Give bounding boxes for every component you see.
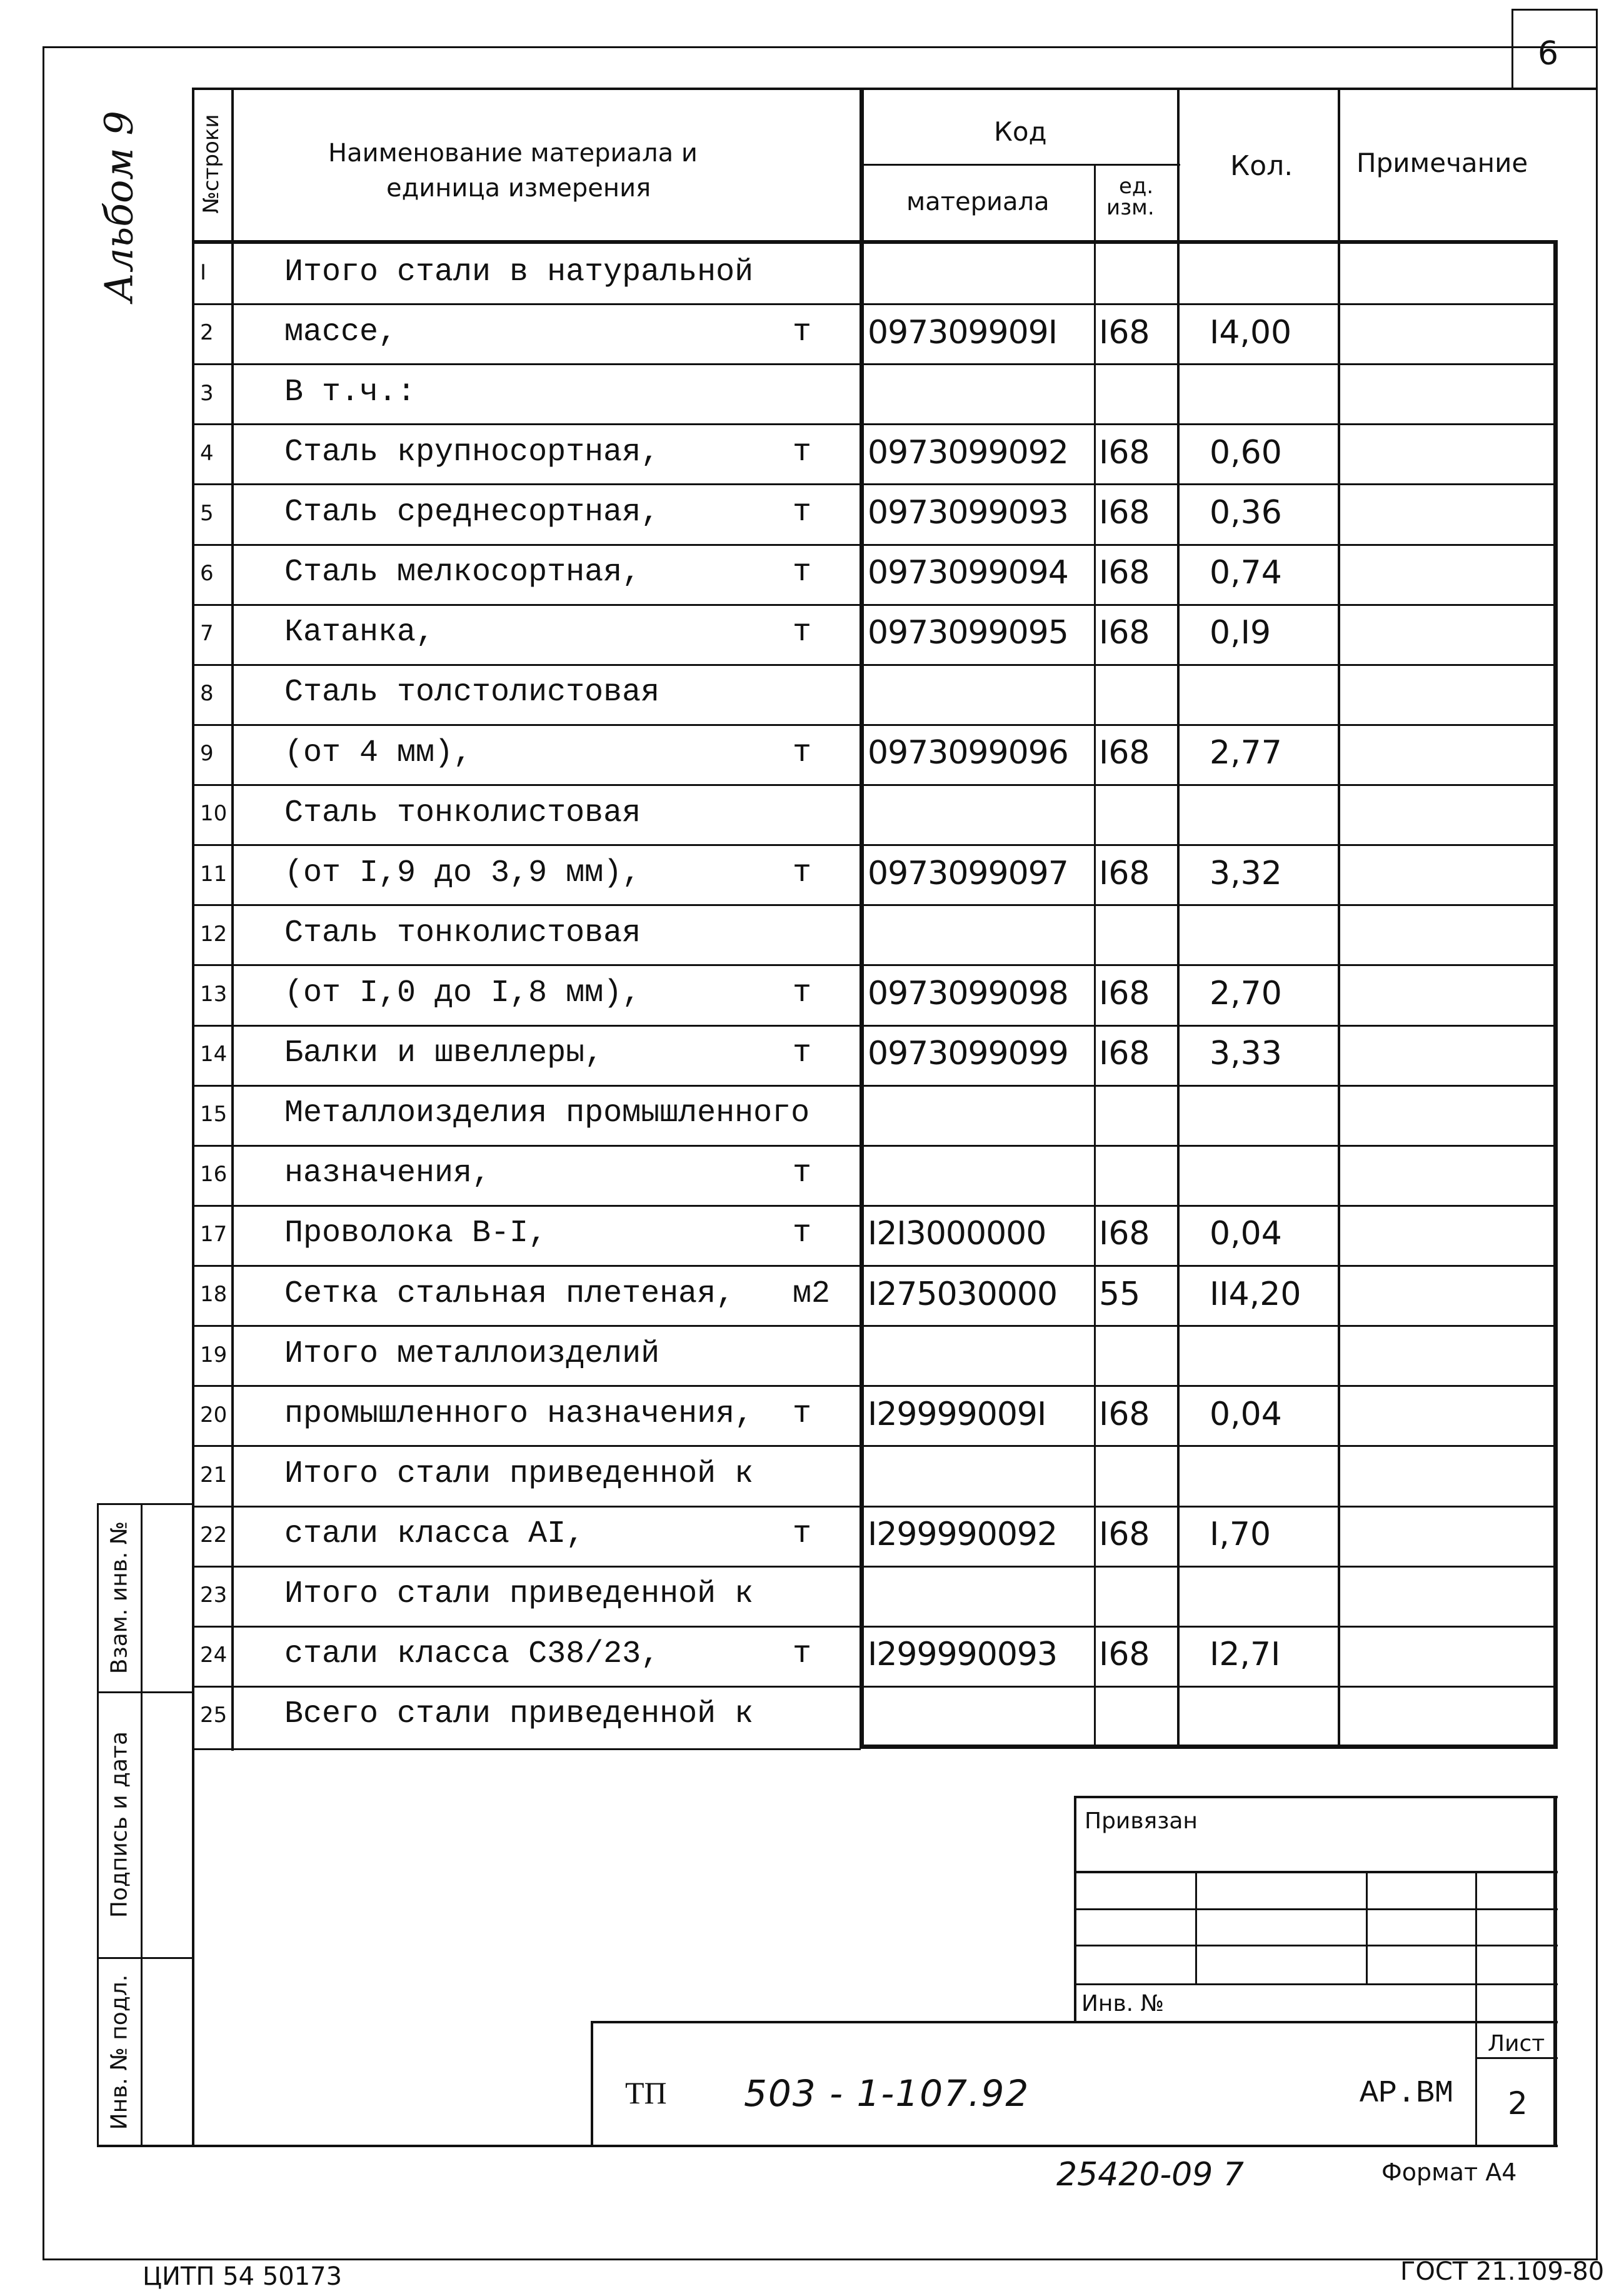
stamp-grid-v3 [1475,1871,1477,2146]
side-strip-left [97,1503,99,2147]
row-name: (от I,9 до 3,9 мм), [284,855,641,891]
row-name-unit: т [793,1396,812,1432]
row-unit: I68 [1099,1215,1150,1253]
row-number: 20 [200,1402,228,1427]
row-divider [192,1085,1558,1087]
header-qty: Кол. [1230,150,1293,182]
row-name-unit: т [793,735,812,771]
row-name: стали класса С38/23, [284,1636,660,1673]
row-number: 21 [200,1462,228,1488]
stamp-grid-v1 [1195,1871,1197,1985]
row-qty: 0,60 [1210,433,1282,471]
row-name-unit: т [793,1035,812,1072]
row-divider [192,1325,1558,1327]
row-divider [192,1566,1558,1568]
row-divider [192,844,1558,846]
row-unit: I68 [1099,1636,1150,1674]
row-qty: 0,74 [1210,554,1282,592]
sheet-box-left [1511,9,1513,89]
row-number: 17 [200,1222,228,1247]
row-name: Сталь крупносортная, [284,434,660,470]
row-name: Катанка, [284,615,435,651]
row-number: 8 [200,681,214,707]
album-label: Альбом 9 [96,111,142,302]
side-strip-top [97,1503,192,1505]
header-code-material: материала [906,188,1050,216]
row-code: 0973099094 [868,554,1068,592]
row-number: 12 [200,921,228,947]
row-qty: 0,04 [1210,1215,1282,1253]
sheet-number-top: 6 [1538,35,1559,73]
vline-qty-left [1177,88,1180,1748]
row-name: назначения, [284,1156,491,1192]
row-number: 15 [200,1102,228,1127]
row-code: I275030000 [868,1275,1058,1313]
row-unit: I68 [1099,1035,1150,1073]
row-name: Итого стали в натуральной [284,254,754,290]
row-name: стали класса AI, [284,1516,585,1553]
row-divider [192,1385,1558,1387]
row-code: I299990093 [868,1636,1058,1674]
row-name: (от I,0 до I,8 мм), [284,975,641,1011]
row-code: 0973099097 [868,854,1068,892]
stamp-privyazan-right [1553,1796,1557,2146]
row-name-unit: т [793,555,812,591]
header-note: Примечание [1356,148,1528,178]
row-divider [192,544,1558,546]
row-name-unit: т [793,434,812,470]
row-number: 14 [200,1041,228,1067]
row-name-unit: т [793,1156,812,1192]
vline-rowno-left [192,88,194,2147]
vline-unit-left [1094,164,1096,1748]
row-divider [192,1445,1558,1447]
row-code: 0973099096 [868,734,1068,772]
row-qty: 3,32 [1210,854,1282,892]
vline-note-left [1338,88,1340,1748]
row-divider [192,1025,1558,1027]
row-name: Металлоизделия промышленного [284,1095,810,1132]
side-strip-bottom [97,2145,1558,2147]
row-qty: 2,70 [1210,974,1282,1012]
stamp-grid-h3 [1074,1945,1558,1946]
row-unit: I68 [1099,734,1150,772]
row-name: Сетка стальная плетеная, [284,1276,735,1312]
row-divider [192,724,1558,726]
row-name: Итого стали приведенной к [284,1576,754,1613]
header-top-line [192,88,1598,90]
row-divider [192,1145,1558,1147]
row-name: В т.ч.: [284,374,416,410]
row-divider [192,664,1558,666]
row-unit: I68 [1099,614,1150,652]
row-number: 4 [200,440,214,466]
row-number: 23 [200,1583,228,1608]
row-number: 22 [200,1522,228,1548]
row-number: 18 [200,1282,228,1307]
row-qty: II4,20 [1210,1275,1301,1313]
row-qty: I2,7I [1210,1636,1281,1674]
row-unit: 55 [1099,1275,1141,1313]
header-bottom-line [192,240,1558,244]
row-number: 9 [200,741,214,767]
row-number: 13 [200,981,228,1007]
stamp-main-left [591,2021,593,2146]
row-divider [192,964,1558,966]
row-name: Итого металлоизделий [284,1336,660,1372]
row-name-unit: т [793,1636,812,1673]
vline-note-right-thick [1553,240,1558,1748]
bottom-right-gost: ГОСТ 21.109-80 [1400,2257,1605,2286]
row-number: 25 [200,1703,228,1728]
row-code: I299990092 [868,1515,1058,1553]
side-label-vzam: Взам. инв. № [106,1521,133,1674]
row-qty: 0,36 [1210,493,1282,531]
sheet-box-right [1596,9,1598,89]
row-divider [192,1506,1558,1508]
row-divider [192,303,1558,305]
side-strip-div2 [97,1957,192,1959]
row-number: 6 [200,560,214,586]
row-unit: I68 [1099,433,1150,471]
row-name: Сталь среднесортная, [284,495,660,531]
row-name: Балки и швеллеры, [284,1035,604,1072]
row-divider [192,904,1558,906]
row-name: Сталь мелкосортная, [284,555,641,591]
format-label: Формат А4 [1381,2158,1517,2186]
stamp-main-top [591,2021,1558,2023]
row-code: 0973099095 [868,614,1068,652]
row-name-unit: т [793,975,812,1011]
table-bottom-thick [860,1745,1558,1749]
header-name-line1: Наименование материала и [328,139,698,168]
stamp-project: 503 - 1-107.92 [744,2072,1030,2115]
stamp-list-h [1475,2057,1558,2059]
side-label-inv-podl: Инв. № подл. [106,1974,133,2130]
row-name: промышленного назначения, [284,1396,754,1432]
row-code: 0973099098 [868,974,1068,1012]
row-code: 097309909I [868,313,1058,351]
stamp-inv-no: Инв. № [1081,1991,1165,2017]
stamp-list-label: Лист [1488,2031,1545,2057]
row-name-unit: т [793,495,812,531]
row-number: I [200,260,207,286]
row-qty: I,70 [1210,1515,1271,1553]
stamp-tp: ТП [625,2075,667,2110]
vline-rowno-right [231,88,234,1751]
row-unit: I68 [1099,854,1150,892]
code-sub-line [861,164,1180,166]
row-unit: I68 [1099,1515,1150,1553]
row-qty: 0,I9 [1210,614,1271,652]
row-code: 0973099093 [868,493,1068,531]
row-number: 7 [200,621,214,647]
row-qty: 0,04 [1210,1395,1282,1433]
outer-frame-bottom [43,2258,1598,2260]
row-name: Сталь тонколистовая [284,915,641,951]
row-qty: 2,77 [1210,734,1282,772]
row-name: Итого стали приведенной к [284,1456,754,1492]
row-number: 11 [200,861,228,887]
row-divider [192,604,1558,606]
stamp-mark: АР.ВМ [1360,2076,1454,2112]
row-name: Сталь толстолистовая [284,675,660,711]
header-name-line2: единица измерения [386,174,651,203]
row-code: I2I3000000 [868,1215,1046,1253]
stamp-grid-h2 [1074,1908,1558,1910]
row-code: 0973099092 [868,433,1068,471]
side-strip-inner [141,1503,143,2147]
row-unit: I68 [1099,974,1150,1012]
row-number: 3 [200,380,214,406]
row-number: 24 [200,1643,228,1668]
outer-frame-top [43,46,1598,48]
stamp-privyazan: Привязан [1085,1808,1198,1834]
handwritten-archive-no: 25420-09 7 [1056,2156,1244,2193]
stamp-list-no: 2 [1508,2085,1528,2122]
row-number: 16 [200,1162,228,1187]
row-code: I29999009I [868,1395,1046,1433]
outer-frame-right [1596,46,1598,2260]
row-divider [192,1205,1558,1207]
row-unit: I68 [1099,554,1150,592]
row-name-unit: т [793,855,812,891]
row-divider [192,363,1558,365]
outer-frame-left [43,46,44,2260]
vline-code-left [860,88,864,1748]
row-name: Проволока В-I, [284,1216,548,1252]
row-code: 0973099099 [868,1035,1068,1073]
stamp-grid-h1 [1074,1871,1558,1873]
row-name: (от 4 мм), [284,735,473,771]
row-name-unit: м2 [793,1276,831,1312]
header-unit-line1: ед. [1119,174,1154,199]
row-number: 10 [200,801,228,827]
row-number: 19 [200,1342,228,1367]
stamp-grid-h4 [1074,1983,1558,1985]
table-bottom-left [192,1748,861,1750]
row-divider [192,1265,1558,1267]
row-divider [192,1626,1558,1628]
row-divider [192,423,1558,425]
side-label-podpis: Подпись и дата [106,1731,133,1918]
side-strip-div1 [97,1691,192,1693]
stamp-grid-v2 [1366,1871,1368,1985]
row-name-unit: т [793,314,812,350]
row-divider [192,483,1558,485]
sheet-box-top [1511,9,1598,11]
row-name-unit: т [793,615,812,651]
row-qty: I4,00 [1210,313,1292,351]
row-divider [192,1686,1558,1688]
row-unit: I68 [1099,313,1150,351]
row-unit: I68 [1099,493,1150,531]
row-name-unit: т [793,1216,812,1252]
row-name: Всего стали приведенной к [284,1696,754,1733]
header-code: Код [994,116,1047,147]
row-number: 2 [200,320,214,346]
row-name-unit: т [793,1516,812,1553]
row-name: массе, [284,314,398,350]
row-unit: I68 [1099,1395,1150,1433]
bottom-left-code: ЦИТП 54 50173 [143,2262,343,2291]
row-name: Сталь тонколистовая [284,795,641,831]
stamp-privyazan-top [1074,1796,1558,1798]
header-unit-line2: изм. [1106,195,1155,220]
row-divider [192,784,1558,786]
header-row-no: №строки [199,114,224,214]
row-qty: 3,33 [1210,1035,1282,1073]
row-number: 5 [200,500,214,526]
